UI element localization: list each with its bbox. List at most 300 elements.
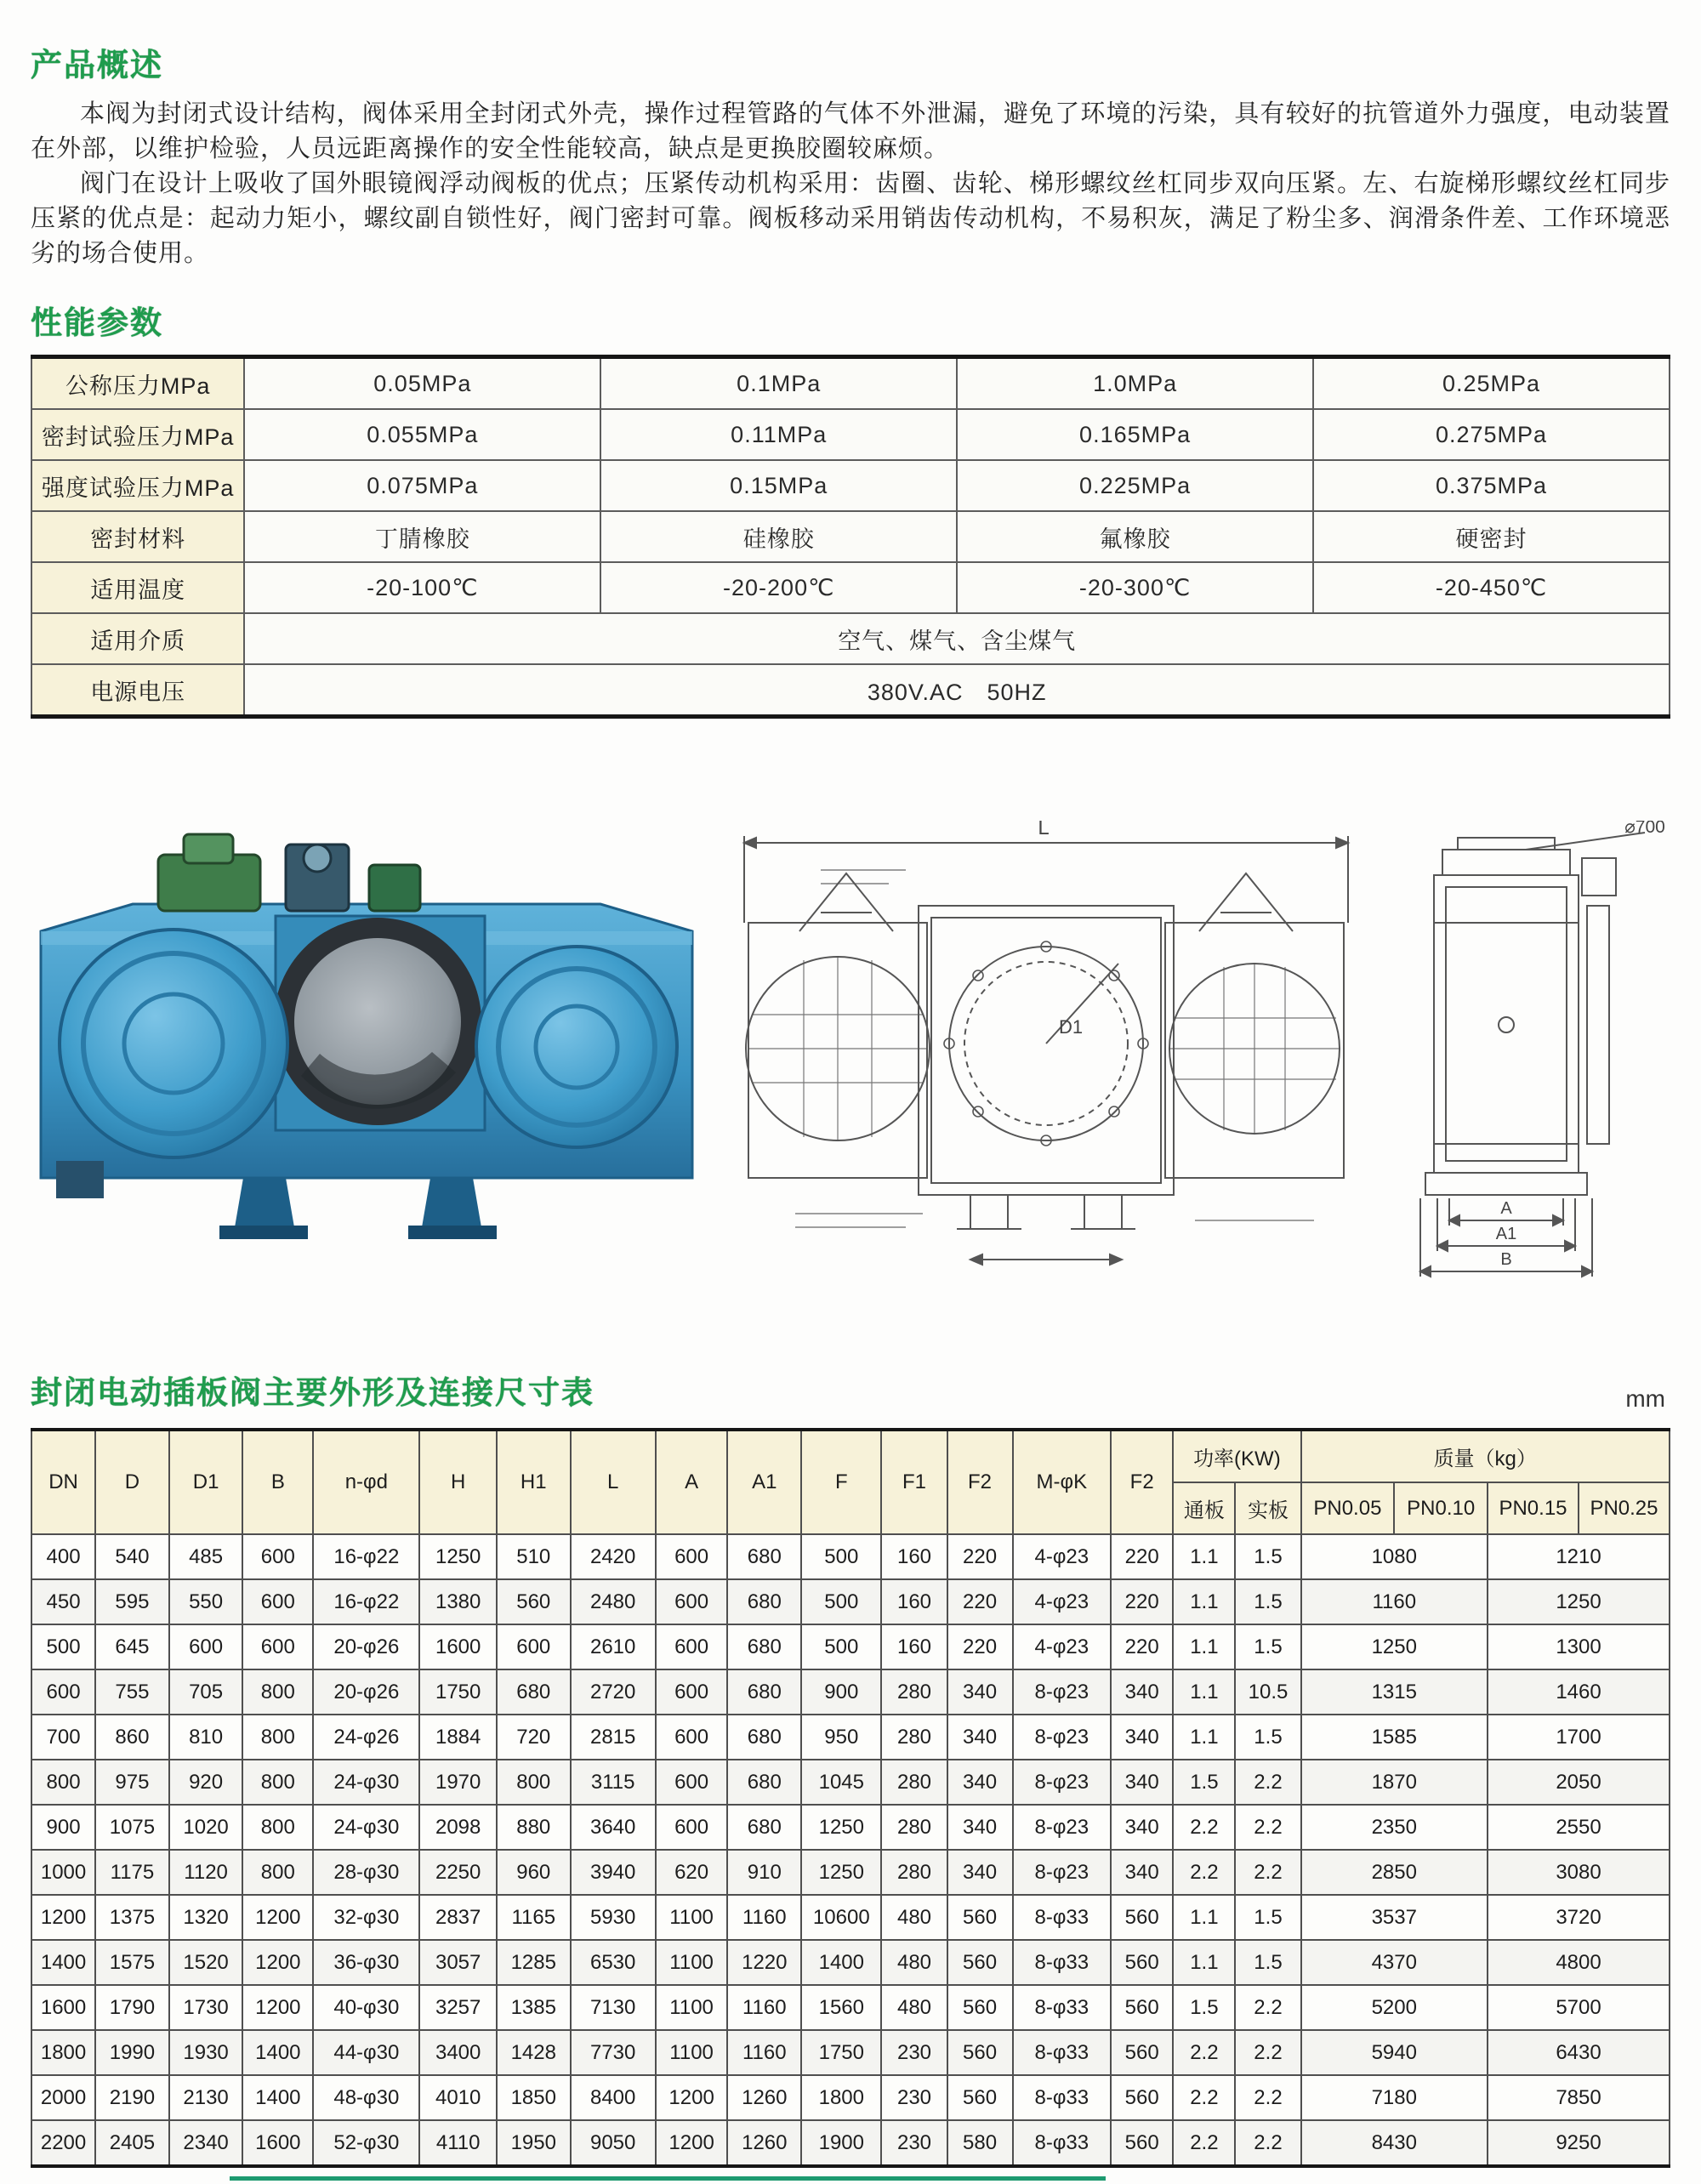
perf-value: 0.165MPa	[957, 409, 1313, 460]
dims-data-row	[31, 1940, 1670, 1985]
dims-data-row	[31, 1985, 1670, 2030]
dims-cell: 950	[801, 1715, 881, 1760]
dims-data-row	[31, 1895, 1670, 1940]
perf-value: 0.075MPa	[244, 460, 600, 511]
dims-cell: 16-φ22	[313, 1534, 419, 1579]
dims-cell: 160	[881, 1579, 947, 1624]
dims-cell: 220	[1111, 1624, 1173, 1669]
dims-cell: 680	[727, 1669, 801, 1715]
dims-cell: 500	[801, 1534, 881, 1579]
dims-column-header: H1	[497, 1430, 571, 1534]
perf-row-label: 适用温度	[31, 562, 244, 613]
dims-cell: 2098	[419, 1805, 497, 1850]
dims-cell: 4-φ23	[1013, 1624, 1112, 1669]
perf-row-label: 适用介质	[31, 613, 244, 664]
dims-cell: 1220	[727, 1940, 801, 1985]
dims-cell: 960	[497, 1850, 571, 1895]
dims-cell: 600	[242, 1624, 313, 1669]
dims-cell: 600	[242, 1534, 313, 1579]
dims-cell: 8-φ33	[1013, 1985, 1112, 2030]
dims-cell: 8-φ33	[1013, 2120, 1112, 2166]
dim-label-A1: A1	[1495, 1225, 1517, 1243]
perf-row-label: 公称压力MPa	[31, 357, 244, 410]
weight-cell-high-pn: 4800	[1488, 1940, 1670, 1985]
dims-cell: 600	[656, 1669, 728, 1715]
dims-cell: 720	[497, 1715, 571, 1760]
dims-cell: 1260	[727, 2120, 801, 2166]
dims-cell: 600	[656, 1624, 728, 1669]
dims-cell: 1045	[801, 1760, 881, 1805]
dims-cell: 1200	[31, 1895, 95, 1940]
dims-cell: 1730	[169, 1985, 243, 2030]
perf-value: -20-100℃	[244, 562, 600, 613]
footer-accent-line	[230, 2176, 1106, 2181]
dims-cell: 500	[801, 1579, 881, 1624]
dims-cell: 680	[727, 1579, 801, 1624]
dims-cell: 540	[95, 1534, 169, 1579]
perf-row-label: 电源电压	[31, 664, 244, 717]
dims-column-header: F2	[947, 1430, 1013, 1534]
dims-cell: 1250	[801, 1850, 881, 1895]
dims-cell: 1175	[95, 1850, 169, 1895]
dimensions-table	[31, 1428, 1670, 2168]
dims-cell: 1285	[497, 1940, 571, 1985]
weight-cell-low-pn: 8430	[1301, 2120, 1488, 2166]
dim-label-B: B	[1500, 1250, 1512, 1269]
dims-cell: 1.1	[1173, 1940, 1235, 1985]
dims-cell: 3400	[419, 2030, 497, 2075]
dims-cell: 28-φ30	[313, 1850, 419, 1895]
dims-cell: 1400	[242, 2075, 313, 2120]
dims-cell: 1200	[242, 1940, 313, 1985]
weight-cell-high-pn: 9250	[1488, 2120, 1670, 2166]
weight-sub-header: PN0.05	[1301, 1482, 1395, 1534]
perf-value: 0.15MPa	[600, 460, 957, 511]
dims-cell: 480	[881, 1985, 947, 2030]
dims-cell: 4-φ23	[1013, 1579, 1112, 1624]
valve-photo-svg	[31, 821, 703, 1297]
dims-cell: 24-φ30	[313, 1760, 419, 1805]
weight-cell-high-pn: 3720	[1488, 1895, 1670, 1940]
dims-cell: 48-φ30	[313, 2075, 419, 2120]
dims-cell: 340	[947, 1669, 1013, 1715]
dims-cell: 280	[881, 1760, 947, 1805]
dims-cell: 340	[1111, 1715, 1173, 1760]
perf-value: 丁腈橡胶	[244, 511, 600, 562]
dims-column-header: n-φd	[313, 1430, 419, 1534]
dims-cell: 1950	[497, 2120, 571, 2166]
dims-cell: 560	[1111, 2120, 1173, 2166]
dims-cell: 2.2	[1235, 1985, 1300, 2030]
dims-cell: 2405	[95, 2120, 169, 2166]
dims-cell: 900	[31, 1805, 95, 1850]
dims-cell: 2.2	[1173, 1850, 1235, 1895]
dims-cell: 8-φ23	[1013, 1850, 1112, 1895]
weight-cell-high-pn: 6430	[1488, 2030, 1670, 2075]
perf-value: 硬密封	[1313, 511, 1670, 562]
dims-data-row	[31, 1760, 1670, 1805]
dims-cell: 2.2	[1173, 2075, 1235, 2120]
dims-cell: 595	[95, 1579, 169, 1624]
dims-cell: 160	[881, 1534, 947, 1579]
dims-data-row	[31, 2120, 1670, 2166]
weight-cell-low-pn: 1250	[1301, 1624, 1488, 1669]
dims-cell: 36-φ30	[313, 1940, 419, 1985]
figures-row	[31, 821, 1670, 1322]
dims-cell: 800	[242, 1760, 313, 1805]
dims-cell: 8-φ33	[1013, 2030, 1112, 2075]
perf-row	[31, 562, 1670, 613]
dims-cell: 1560	[801, 1985, 881, 2030]
dims-cell: 450	[31, 1579, 95, 1624]
dims-cell: 2000	[31, 2075, 95, 2120]
perf-value: 0.225MPa	[957, 460, 1313, 511]
side-view-svg	[1390, 821, 1670, 1297]
performance-table	[31, 355, 1670, 719]
dims-cell: 160	[881, 1624, 947, 1669]
dims-cell: 2480	[571, 1579, 656, 1624]
dims-cell: 510	[497, 1534, 571, 1579]
weight-cell-low-pn: 5940	[1301, 2030, 1488, 2075]
dims-cell: 3940	[571, 1850, 656, 1895]
dims-cell: 680	[727, 1805, 801, 1850]
dims-cell: 1250	[419, 1534, 497, 1579]
weight-cell-low-pn: 1160	[1301, 1579, 1488, 1624]
dims-cell: 580	[947, 2120, 1013, 2166]
dims-cell: 2837	[419, 1895, 497, 1940]
dims-cell: 2.2	[1235, 1760, 1300, 1805]
dims-data-row	[31, 2075, 1670, 2120]
performance-heading: 性能参数	[31, 305, 163, 340]
dims-cell: 910	[727, 1850, 801, 1895]
dims-cell: 1100	[656, 1985, 728, 2030]
dims-cell: 800	[242, 1805, 313, 1850]
dims-cell: 1.5	[1235, 1534, 1300, 1579]
dims-cell: 1.1	[1173, 1669, 1235, 1715]
dims-cell: 680	[727, 1760, 801, 1805]
dims-cell: 20-φ26	[313, 1669, 419, 1715]
dims-cell: 600	[656, 1805, 728, 1850]
dims-cell: 560	[1111, 2075, 1173, 2120]
dims-cell: 280	[881, 1850, 947, 1895]
dims-cell: 3257	[419, 1985, 497, 2030]
weight-cell-high-pn: 2550	[1488, 1805, 1670, 1850]
dims-cell: 1160	[727, 2030, 801, 2075]
dims-cell: 1970	[419, 1760, 497, 1805]
perf-value: 氟橡胶	[957, 511, 1313, 562]
dims-cell: 2.2	[1235, 2120, 1300, 2166]
weight-cell-low-pn: 1080	[1301, 1534, 1488, 1579]
overview-text	[31, 97, 1670, 271]
perf-row-label: 密封材料	[31, 511, 244, 562]
dims-cell: 900	[801, 1669, 881, 1715]
dims-cell: 10600	[801, 1895, 881, 1940]
dims-column-header: A1	[727, 1430, 801, 1534]
dims-cell: 1.5	[1235, 1624, 1300, 1669]
weight-cell-high-pn: 7850	[1488, 2075, 1670, 2120]
dims-cell: 1000	[31, 1850, 95, 1895]
dims-cell: 755	[95, 1669, 169, 1715]
dims-cell: 680	[727, 1715, 801, 1760]
dims-cell: 1200	[242, 1985, 313, 2030]
front-view-drawing	[719, 821, 1374, 1301]
dims-cell: 2.2	[1173, 1805, 1235, 1850]
dims-column-header: DN	[31, 1430, 95, 1534]
front-view-svg	[719, 821, 1374, 1297]
weight-cell-high-pn: 1250	[1488, 1579, 1670, 1624]
dims-cell: 1.5	[1235, 1940, 1300, 1985]
dims-data-row	[31, 1805, 1670, 1850]
perf-value: -20-300℃	[957, 562, 1313, 613]
dims-cell: 680	[727, 1534, 801, 1579]
dims-cell: 1.5	[1173, 1760, 1235, 1805]
dims-cell: 4110	[419, 2120, 497, 2166]
dims-cell: 1800	[31, 2030, 95, 2075]
dims-column-header: F	[801, 1430, 881, 1534]
dims-cell: 1120	[169, 1850, 243, 1895]
dims-cell: 1900	[801, 2120, 881, 2166]
dims-cell: 2130	[169, 2075, 243, 2120]
dims-column-header: F2	[1111, 1430, 1173, 1534]
dims-cell: 32-φ30	[313, 1895, 419, 1940]
dims-cell: 800	[497, 1760, 571, 1805]
dims-cell: 8400	[571, 2075, 656, 2120]
dims-cell: 1400	[801, 1940, 881, 1985]
dims-cell: 2200	[31, 2120, 95, 2166]
dims-data-row	[31, 1850, 1670, 1895]
dims-cell: 1750	[419, 1669, 497, 1715]
dims-cell: 1100	[656, 1895, 728, 1940]
power-sub-header: 通板	[1173, 1482, 1235, 1534]
dims-cell: 2.2	[1235, 1850, 1300, 1895]
dims-cell: 560	[1111, 1940, 1173, 1985]
perf-value: -20-200℃	[600, 562, 957, 613]
dims-cell: 1800	[801, 2075, 881, 2120]
dims-cell: 700	[31, 1715, 95, 1760]
dims-cell: 800	[31, 1760, 95, 1805]
perf-row	[31, 664, 1670, 717]
weight-cell-high-pn: 2050	[1488, 1760, 1670, 1805]
dims-cell: 4010	[419, 2075, 497, 2120]
dims-cell: 600	[31, 1669, 95, 1715]
weight-cell-low-pn: 1870	[1301, 1760, 1488, 1805]
dims-column-header: B	[242, 1430, 313, 1534]
perf-value: 0.275MPa	[1313, 409, 1670, 460]
dims-cell: 8-φ23	[1013, 1805, 1112, 1850]
weight-cell-high-pn: 1460	[1488, 1669, 1670, 1715]
perf-value-span: 380V.AC 50HZ	[244, 664, 1670, 717]
dims-cell: 400	[31, 1534, 95, 1579]
perf-value: -20-450℃	[1313, 562, 1670, 613]
dims-cell: 1260	[727, 2075, 801, 2120]
dims-cell: 1320	[169, 1895, 243, 1940]
dims-column-header: D	[95, 1430, 169, 1534]
dims-cell: 560	[947, 2075, 1013, 2120]
perf-row-label: 强度试验压力MPa	[31, 460, 244, 511]
dims-cell: 560	[497, 1579, 571, 1624]
weight-cell-low-pn: 1315	[1301, 1669, 1488, 1715]
dims-cell: 680	[497, 1669, 571, 1715]
dims-cell: 800	[242, 1715, 313, 1760]
dims-cell: 2610	[571, 1624, 656, 1669]
dims-cell: 3057	[419, 1940, 497, 1985]
dims-cell: 340	[947, 1850, 1013, 1895]
weight-sub-header: PN0.10	[1394, 1482, 1488, 1534]
dims-cell: 2.2	[1235, 2075, 1300, 2120]
dims-cell: 480	[881, 1940, 947, 1985]
dims-cell: 1.5	[1235, 1579, 1300, 1624]
dims-cell: 7130	[571, 1985, 656, 2030]
weight-cell-low-pn: 2850	[1301, 1850, 1488, 1895]
dims-cell: 485	[169, 1534, 243, 1579]
dims-cell: 280	[881, 1715, 947, 1760]
dims-cell: 975	[95, 1760, 169, 1805]
dims-cell: 3115	[571, 1760, 656, 1805]
dims-cell: 1.5	[1235, 1715, 1300, 1760]
dims-cell: 1790	[95, 1985, 169, 2030]
overview-heading: 产品概述	[31, 48, 163, 82]
weight-cell-high-pn: 5700	[1488, 1985, 1670, 2030]
dims-cell: 1884	[419, 1715, 497, 1760]
dims-data-row	[31, 1624, 1670, 1669]
dims-cell: 600	[656, 1715, 728, 1760]
dims-cell: 9050	[571, 2120, 656, 2166]
dims-cell: 1200	[656, 2120, 728, 2166]
weight-cell-low-pn: 4370	[1301, 1940, 1488, 1985]
dims-cell: 6530	[571, 1940, 656, 1985]
perf-row	[31, 613, 1670, 664]
dims-cell: 645	[95, 1624, 169, 1669]
weight-cell-low-pn: 1585	[1301, 1715, 1488, 1760]
overview-paragraph-1: 本阀为封闭式设计结构，阀体采用全封闭式外壳，操作过程管路的气体不外泄漏，避免了环境的污染，具有较好的抗管道外力强度，电动装置在外部，以维护检验，人员远距离操作的安全性能较高，缺点是更换胶圈较麻烦。	[31, 100, 1670, 162]
dims-cell: 220	[947, 1624, 1013, 1669]
dims-cell: 340	[1111, 1669, 1173, 1715]
perf-value: 0.055MPa	[244, 409, 600, 460]
perf-row	[31, 409, 1670, 460]
perf-row	[31, 460, 1670, 511]
dims-cell: 1075	[95, 1805, 169, 1850]
dims-cell: 1850	[497, 2075, 571, 2120]
dims-cell: 2720	[571, 1669, 656, 1715]
dims-cell: 2.2	[1235, 2030, 1300, 2075]
dims-cell: 40-φ30	[313, 1985, 419, 2030]
perf-row	[31, 511, 1670, 562]
dims-cell: 1600	[242, 2120, 313, 2166]
dims-cell: 500	[801, 1624, 881, 1669]
dims-cell: 600	[656, 1760, 728, 1805]
dims-cell: 2815	[571, 1715, 656, 1760]
dims-cell: 920	[169, 1760, 243, 1805]
perf-value-span: 空气、煤气、含尘煤气	[244, 613, 1670, 664]
dims-cell: 1160	[727, 1895, 801, 1940]
dims-cell: 2340	[169, 2120, 243, 2166]
dims-cell: 560	[1111, 2030, 1173, 2075]
dims-cell: 340	[1111, 1760, 1173, 1805]
dims-cell: 550	[169, 1579, 243, 1624]
dims-cell: 280	[881, 1669, 947, 1715]
dims-cell: 4-φ23	[1013, 1534, 1112, 1579]
dim-label-700: ⌀700	[1624, 821, 1665, 837]
dims-cell: 280	[881, 1805, 947, 1850]
dims-cell: 1400	[31, 1940, 95, 1985]
dims-cell: 16-φ22	[313, 1579, 419, 1624]
perf-row-label: 密封试验压力MPa	[31, 409, 244, 460]
dims-cell: 1200	[656, 2075, 728, 2120]
dims-cell: 230	[881, 2030, 947, 2075]
dims-cell: 8-φ23	[1013, 1669, 1112, 1715]
weight-sub-header: PN0.15	[1488, 1482, 1579, 1534]
weight-cell-high-pn: 1210	[1488, 1534, 1670, 1579]
dims-cell: 220	[947, 1534, 1013, 1579]
dim-label-A: A	[1500, 1199, 1512, 1218]
dims-cell: 2.2	[1173, 2030, 1235, 2075]
dims-cell: 1750	[801, 2030, 881, 2075]
dims-cell: 480	[881, 1895, 947, 1940]
dims-cell: 2420	[571, 1534, 656, 1579]
dims-cell: 1600	[419, 1624, 497, 1669]
dims-table-head	[31, 1430, 1670, 1534]
dims-cell: 7730	[571, 2030, 656, 2075]
perf-value: 0.11MPa	[600, 409, 957, 460]
dims-cell: 8-φ33	[1013, 1940, 1112, 1985]
dims-cell: 1380	[419, 1579, 497, 1624]
weight-cell-high-pn: 1300	[1488, 1624, 1670, 1669]
dims-column-header: D1	[169, 1430, 243, 1534]
dims-cell: 1.1	[1173, 1534, 1235, 1579]
dims-cell: 1.1	[1173, 1895, 1235, 1940]
dims-cell: 500	[31, 1624, 95, 1669]
weight-cell-low-pn: 5200	[1301, 1985, 1488, 2030]
dims-cell: 1428	[497, 2030, 571, 2075]
dims-cell: 1100	[656, 1940, 728, 1985]
dims-cell: 600	[497, 1624, 571, 1669]
dims-cell: 600	[169, 1624, 243, 1669]
dims-header-row-1	[31, 1430, 1670, 1482]
dims-column-header: H	[419, 1430, 497, 1534]
dims-cell: 560	[947, 1895, 1013, 1940]
dims-data-row	[31, 1579, 1670, 1624]
dims-cell: 220	[1111, 1534, 1173, 1579]
dimensions-heading: 封闭电动插板阀主要外形及连接尺寸表	[31, 1375, 594, 1410]
dims-cell: 800	[242, 1850, 313, 1895]
perf-value: 硅橡胶	[600, 511, 957, 562]
dims-cell: 1250	[801, 1805, 881, 1850]
dims-cell: 1.1	[1173, 1579, 1235, 1624]
dims-cell: 2.2	[1235, 1805, 1300, 1850]
dims-cell: 1375	[95, 1895, 169, 1940]
dims-cell: 8-φ33	[1013, 1895, 1112, 1940]
overview-paragraph-2: 阀门在设计上吸收了国外眼镜阀浮动阀板的优点；压紧传动机构采用：齿圈、齿轮、梯形螺纹丝杠同步双向压紧。左、右旋梯形螺纹丝杠同步压紧的优点是：起动力矩小，螺纹副自锁性好，阀门密封可靠。阀板移动采用销齿传动机构，不易积灰，满足了粉尘多、润滑条件差、工作环境恶劣的场合使用。	[31, 170, 1670, 267]
perf-row	[31, 357, 1670, 410]
dims-cell: 8-φ23	[1013, 1760, 1112, 1805]
weight-cell-low-pn: 2350	[1301, 1805, 1488, 1850]
weight-group-header: 质量（kg）	[1301, 1430, 1670, 1482]
dims-cell: 2190	[95, 2075, 169, 2120]
side-view-drawing	[1390, 821, 1670, 1301]
weight-cell-high-pn: 3080	[1488, 1850, 1670, 1895]
dims-cell: 600	[656, 1579, 728, 1624]
dims-cell: 20-φ26	[313, 1624, 419, 1669]
dims-column-header: L	[571, 1430, 656, 1534]
weight-sub-header: PN0.25	[1579, 1482, 1670, 1534]
dims-cell: 340	[947, 1760, 1013, 1805]
dims-cell: 1165	[497, 1895, 571, 1940]
dims-cell: 560	[1111, 1985, 1173, 2030]
dims-column-header: A	[656, 1430, 728, 1534]
perf-value: 0.05MPa	[244, 357, 600, 410]
dims-cell: 880	[497, 1805, 571, 1850]
dimensions-unit: mm	[1625, 1385, 1665, 1412]
